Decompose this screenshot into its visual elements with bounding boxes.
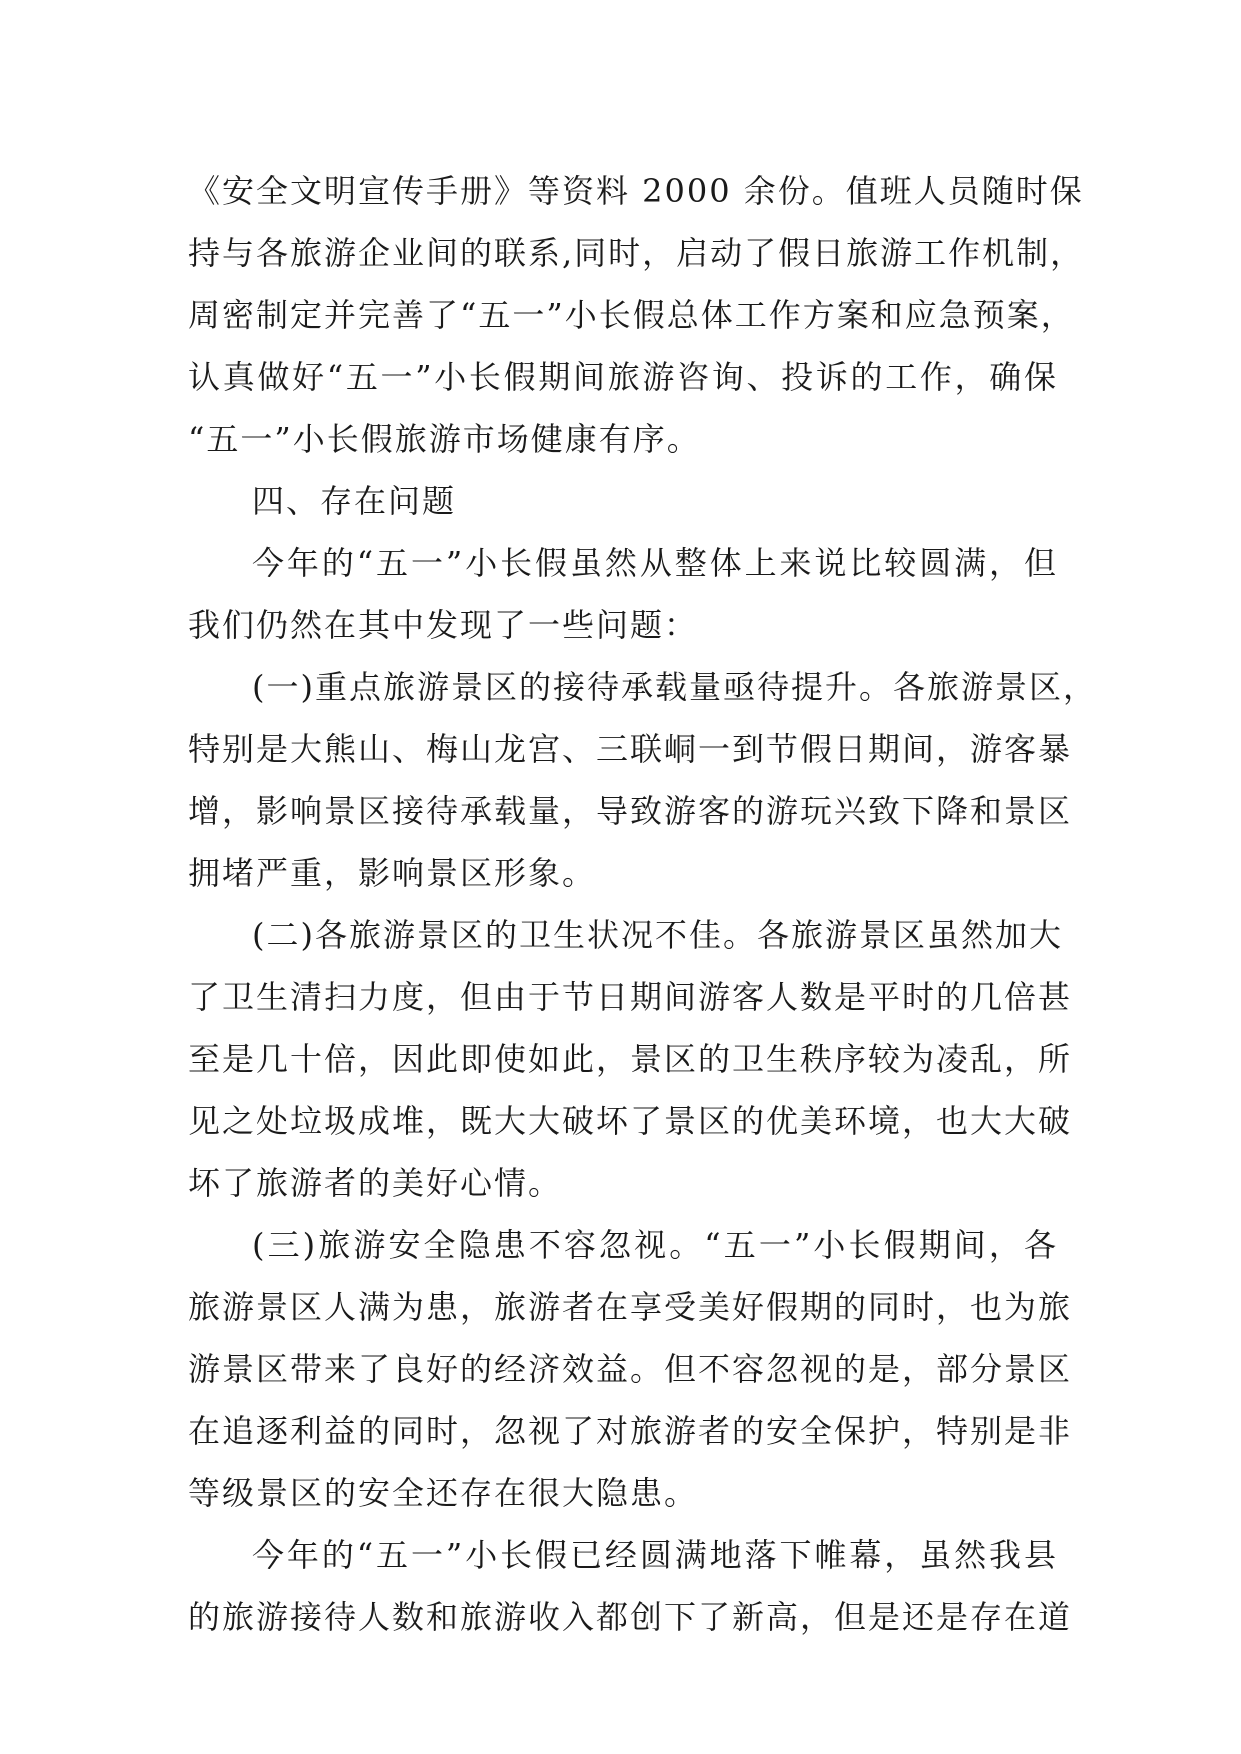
text-line: 《安全文明宣传手册》等资料 2000 余份。值班人员随时保: [188, 172, 1084, 210]
text-line: 至是几十倍，因此即使如此，景区的卫生秩序较为凌乱，所: [188, 1040, 1073, 1078]
text-line: 我们仍然在其中发现了一些问题：: [188, 606, 699, 644]
section-heading: 四、存在问题: [252, 482, 457, 520]
text-line: (二)各旅游景区的卫生状况不佳。各旅游景区虽然加大: [252, 916, 1063, 954]
text-line: “五一”小长假旅游市场健康有序。: [188, 420, 701, 458]
text-line: 今年的“五一”小长假已经圆满地落下帷幕，虽然我县: [252, 1536, 1058, 1574]
text-line: 坏了旅游者的美好心情。: [188, 1164, 563, 1202]
text-line: 周密制定并完善了“五一”小长假总体工作方案和应急预案，: [188, 296, 1075, 334]
paragraph-conclusion: [188, 1524, 1073, 1648]
text-line: 旅游景区人满为患，旅游者在享受美好假期的同时，也为旅: [188, 1288, 1073, 1326]
document-body: [188, 160, 1097, 1648]
text-line: 等级景区的安全还存在很大隐患。: [188, 1474, 699, 1512]
paragraph-problem-1: [188, 656, 1097, 904]
paragraph-promotion: [188, 160, 1085, 470]
text-line: (三)旅游安全隐患不容忽视。“五一”小长假期间，各: [252, 1226, 1058, 1264]
text-line: 拥堵严重，影响景区形象。: [188, 854, 597, 892]
text-line: 了卫生清扫力度，但由于节日期间游客人数是平时的几倍甚: [188, 978, 1073, 1016]
text-line: (一)重点旅游景区的接待承载量亟待提升。各旅游景区，: [252, 668, 1097, 706]
text-line: 今年的“五一”小长假虽然从整体上来说比较圆满，但: [252, 544, 1058, 582]
text-line: 的旅游接待人数和旅游收入都创下了新高，但是还是存在道: [188, 1598, 1073, 1636]
paragraph-problem-3: [188, 1214, 1073, 1524]
text-line: 增，影响景区接待承载量，导致游客的游玩兴致下降和景区: [188, 792, 1073, 830]
paragraph-problem-2: [188, 904, 1073, 1214]
text-line: 特别是大熊山、梅山龙宫、三联峒一到节假日期间，游客暴: [188, 730, 1073, 768]
text-line: 游景区带来了良好的经济效益。但不容忽视的是，部分景区: [188, 1350, 1073, 1388]
text-line: 在追逐利益的同时，忽视了对旅游者的安全保护，特别是非: [188, 1412, 1073, 1450]
text-line: 见之处垃圾成堆，既大大破坏了景区的优美环境，也大大破: [188, 1102, 1073, 1140]
text-line: 持与各旅游企业间的联系,同时，启动了假日旅游工作机制，: [188, 234, 1085, 272]
text-line: 认真做好“五一”小长假期间旅游咨询、投诉的工作，确保: [188, 358, 1058, 396]
section-heading-problems: [188, 470, 1058, 532]
paragraph-intro: [188, 532, 1058, 656]
